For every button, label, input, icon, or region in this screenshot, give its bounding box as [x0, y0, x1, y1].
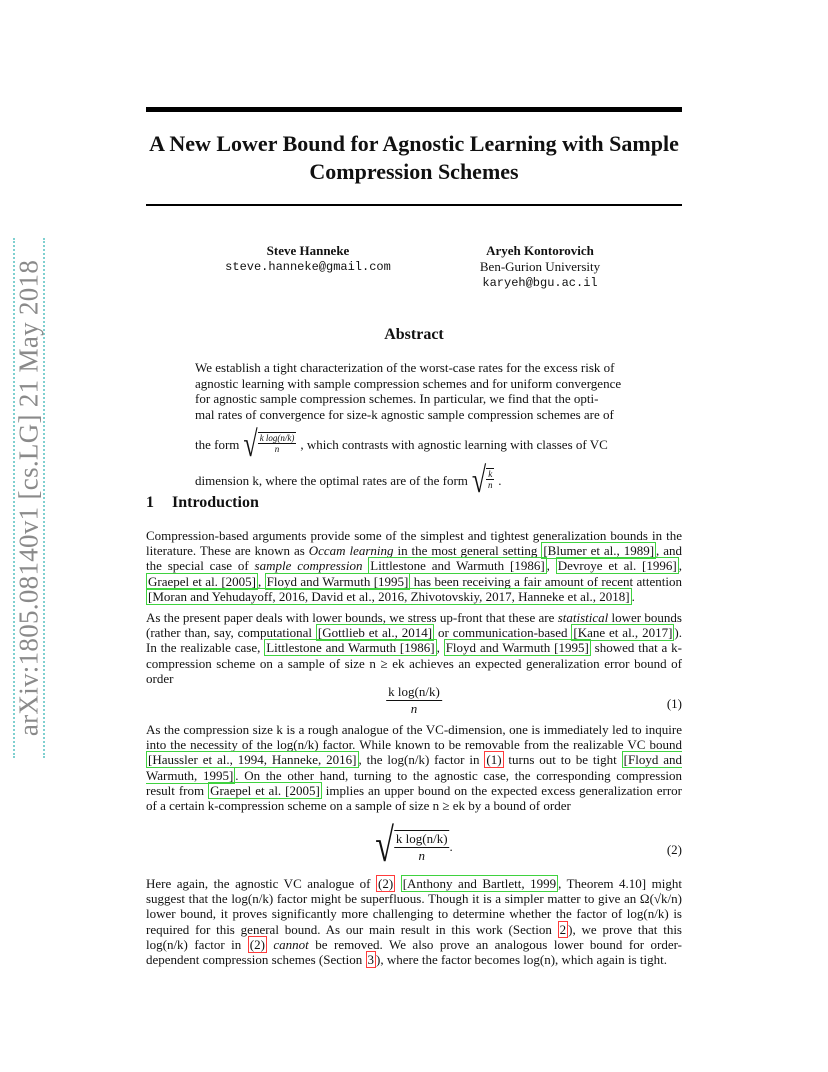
text-run: implies an upper bound on the expected excess generalization error of a certain k-compression scheme on a sample of size n ≥ ek by a bound of order	[146, 782, 683, 814]
citation-link[interactable]: Littlestone and Warmuth [1986]	[370, 558, 545, 574]
section-heading	[146, 494, 259, 512]
equation-ref-link[interactable]: (1)	[486, 752, 502, 768]
text-run: or communication-based	[434, 625, 572, 641]
abstract-heading: Abstract	[384, 326, 444, 343]
text-run: Here again, the agnostic VC analogue of	[146, 876, 377, 891]
abstract-text: dimension k, where the optimal rates are of the form	[195, 473, 468, 489]
formula-numerator: k log(n/k)	[388, 684, 440, 699]
author-block-1	[208, 243, 408, 275]
equation-number: (2)	[666, 842, 682, 857]
formula-denominator: n	[410, 701, 418, 716]
paragraph-3	[146, 722, 682, 813]
citation-link[interactable]: [Kane et al., 2017]	[573, 625, 673, 641]
abstract-line: agnostic learning with sample compression schemes and for uniform convergence	[195, 375, 622, 391]
equation-ref-link[interactable]: (2)	[249, 936, 265, 952]
text-run: Compression-based arguments provide some of the simplest and tightest generalization bounds in the literature. These are known as	[146, 528, 682, 559]
equation-1	[146, 684, 682, 724]
title-bottom-rule	[146, 204, 682, 206]
abstract-body	[195, 360, 635, 501]
arxiv-identifier-stamp	[13, 238, 44, 758]
paragraph-4	[146, 876, 682, 967]
section-ref-link[interactable]: 2	[559, 921, 567, 937]
text-run: has been receiving a fair amount of recent attention	[410, 573, 683, 589]
text-run: As the compression size k is a rough analogue of the VC-dimension, one is immediately led to inquire into the necessity of the log(n/k) factor. While known to be removable from the realizable VC bound	[146, 722, 682, 753]
author-email: steve.hanneke@gmail.com	[225, 260, 391, 274]
abstract-math-line	[195, 460, 635, 501]
text-run: As the present paper deals with lower bounds, we stress up-front that these are	[146, 610, 558, 625]
abstract-text: .	[498, 473, 502, 489]
abstract-line: for agnostic sample compression schemes. In particular, we find that the opti-	[195, 391, 599, 406]
text-run: ). In the realizable case,	[146, 625, 682, 656]
text-run	[395, 876, 401, 891]
citation-link[interactable]: [Gottlieb et al., 2014]	[317, 625, 433, 641]
equation-ref-link[interactable]: (2)	[378, 876, 394, 891]
text-run: . On the other hand, turning to the agnostic case, the corresponding compression result from	[146, 767, 682, 798]
text-run: be removed. We also prove an analogous lower bound for order-dependent compression schemes (Section	[146, 936, 683, 968]
formula-numerator: k	[488, 469, 493, 479]
citation-link[interactable]: Floyd and Warmuth [1995]	[445, 640, 589, 656]
text-run: ,	[546, 558, 556, 574]
emphasis: sample compression	[254, 558, 363, 574]
formula-denominator: n	[274, 444, 280, 454]
formula-numerator: k log(n/k)	[259, 433, 295, 443]
paragraph-2	[146, 610, 682, 686]
section-ref-link[interactable]: 3	[367, 952, 374, 968]
citation-link[interactable]: [Blumer et al., 1989]	[543, 543, 655, 559]
text-run: ,	[678, 558, 682, 574]
author-block-2	[440, 243, 640, 291]
citation-link[interactable]: Littlestone and Warmuth [1986]	[266, 640, 435, 656]
formula-numerator: k log(n/k)	[395, 831, 448, 846]
formula-denominator: n	[418, 848, 425, 863]
author-email: karyeh@bgu.ac.il	[482, 276, 598, 290]
abstract-line: mal rates of convergence for size-k agnostic sample compression schemes are of	[195, 406, 614, 422]
sqrt-fraction	[375, 820, 453, 873]
citation-link[interactable]: Devroye et al. [1996]	[557, 558, 677, 574]
citation-link[interactable]: [Moran and Yehudayoff, 2016, David et al., 2016, Zhivotovskiy, 2017, Hanneke et al., 2018]	[148, 588, 630, 604]
equation-number: (1)	[666, 696, 682, 711]
text-run: ), where the factor becomes log(n), which again is tight.	[376, 952, 667, 968]
abstract-text: , which contrasts with agnostic learning with classes of VC	[300, 437, 608, 453]
text-run: .	[631, 588, 635, 604]
text-run: in the most general setting	[393, 543, 542, 559]
citation-link[interactable]: Floyd and Warmuth [1995]	[266, 573, 409, 589]
abstract-line: We establish a tight characterization of the worst-case rates for the excess risk of	[195, 360, 615, 375]
paper-title: A New Lower Bound for Agnostic Learning with Sample Compression Schemes	[149, 131, 679, 184]
paragraph-1	[146, 528, 682, 604]
text-run: turns out to be tight	[503, 752, 622, 768]
sqrt-formula: √ $\frac{k}{n}$	[471, 460, 493, 501]
section-title: Introduction	[172, 494, 259, 511]
equation-trail: .	[449, 839, 453, 854]
fraction	[386, 684, 442, 717]
text-run: showed that a k-compression scheme on a sample of size n ≥ ek achieves an expected generalization error bound of order	[146, 640, 682, 686]
text-run: , Theorem 4.10] might suggest that the log(n/k) factor might be superfluous. Though it is a simpler matter to give an Ω(√k/n) lower bound, it proves significantly more challenging to determine whether the factor of log(n/k) is required for this general bound. As our main result in this work (Section	[146, 876, 682, 937]
citation-link[interactable]: [Anthony and Bartlett, 1999	[402, 876, 557, 891]
citation-link[interactable]: [Floyd and Warmuth, 1995]	[146, 752, 682, 783]
text-run: , the log(n/k) factor in	[358, 752, 485, 768]
abstract-text: the form	[195, 437, 240, 453]
emphasis: Occam learning	[308, 543, 394, 559]
text-run: ,	[436, 640, 444, 656]
sqrt-formula: √ $\frac{\text{k log(n/k)}}{n}$	[243, 424, 295, 465]
formula-denominator: n	[487, 480, 493, 490]
abstract-math-line	[195, 424, 635, 465]
text-run: , and the special case of	[146, 543, 682, 574]
citation-link[interactable]: Graepel et al. [2005]	[210, 782, 320, 798]
text-run: lower bounds (rather than, say, computational	[146, 610, 682, 641]
section-number: 1	[146, 494, 154, 511]
equation-2	[146, 820, 682, 873]
arxiv-identifier-text: arXiv:1805.08140v1 [cs.LG] 21 May 2018	[13, 259, 44, 737]
sqrt-formula: √ $\frac{\text{k log(n/k)}}{n}$ .	[375, 820, 453, 873]
text-run: ), we prove that this log(n/k) factor in	[146, 921, 682, 952]
emphasis: statistical	[557, 610, 609, 625]
author-affiliation: Ben-Gurion University	[479, 259, 601, 274]
title-top-rule	[146, 107, 682, 112]
text-run: ,	[257, 573, 265, 589]
author-name: Aryeh Kontorovich	[486, 243, 594, 258]
citation-link[interactable]: [Haussler et al., 1994, Hanneke, 2016]	[148, 752, 357, 768]
author-name: Steve Hanneke	[266, 243, 350, 258]
emphasis: cannot	[273, 936, 309, 952]
citation-link[interactable]: Graepel et al. [2005]	[148, 573, 256, 589]
